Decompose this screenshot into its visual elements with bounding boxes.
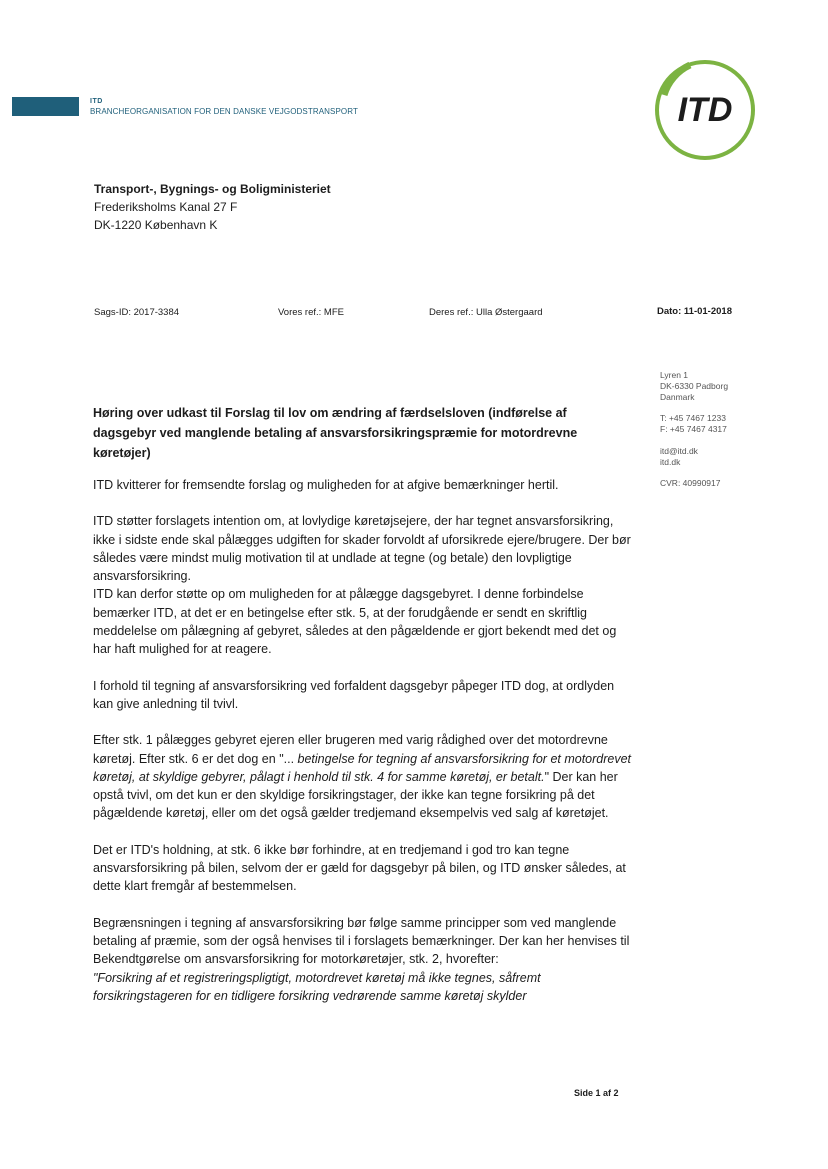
org-short-name: ITD [90, 98, 103, 105]
our-reference: Vores ref.: MFE [278, 307, 344, 318]
your-reference: Deres ref.: Ulla Østergaard [429, 307, 543, 318]
logo-text: ITD [677, 91, 733, 129]
sender-cvr: CVR: 40990917 [660, 478, 721, 488]
case-id: Sags-ID: 2017-3384 [94, 307, 180, 318]
recipient-city: DK-1220 København K [94, 218, 218, 232]
paragraph-5 [93, 731, 633, 822]
paragraph-5-end: " Der kan her opstå tvivl, om det kun er den skyldige forsikringstager, der ikke kan tegne forsikring på det pågældende køretøj, eller om det også gælder tredjemand eksempelvis ved salg af køretøjet. [93, 769, 618, 821]
paragraph-5-quote: betingelse for tegning af ansvarsforsikring for et motordrevet køretøj, at skyldige gebyrer, pålagt i henhold til stk. 4 for samme køretøj, er betalt. [93, 751, 632, 784]
sender-website: itd.dk [660, 457, 681, 467]
itd-logo [650, 55, 760, 165]
paragraph-2: ITD støtter forslagets intention om, at lovlydige køretøjsejere, der har tegnet ansvarsforsikring, ikke i sidste ende skal pålægges udgiften for skader forvoldt af uforsikrede ejere/brugere. Der bør således være mindst mulig motivation til at undlade at tegne (og betale) den lovpligtige ansvarsforsikring. [93, 514, 631, 584]
recipient-address [94, 180, 331, 234]
page-number: Side 1 af 2 [574, 1088, 619, 1098]
sender-phone: T: +45 7467 1233 [660, 413, 726, 423]
letter-subject: Høring over udkast til Forslag til lov om ændring af færdselsloven (indførelse af dagsgebyr ved manglende betaling af ansvarsforsikringspræmie for motordrevne køretøjer) [93, 406, 578, 460]
sender-city: DK-6330 Padborg [660, 381, 729, 391]
org-full-name: BRANCHEORGANISATION FOR DEN DANSKE VEJGODSTRANSPORT [90, 107, 358, 116]
paragraph-7: Begrænsningen i tegning af ansvarsforsikring bør følge samme principper som ved manglende betaling af præmie, som der også henvises til i forslagets bemærkninger. Der kan her henvises til Bekendtgørelse om ansvarsforsikring for motorkøretøjer, stk. 2, hvorefter: [93, 915, 630, 967]
recipient-street: Frederiksholms Kanal 27 F [94, 200, 238, 214]
sender-fax: F: +45 7467 4317 [660, 424, 727, 434]
letterhead-color-bar [12, 97, 79, 116]
sender-country: Danmark [660, 392, 695, 402]
paragraph-5-start: Efter stk. 1 pålægges gebyret ejeren eller brugeren med varig rådighed over det motordrevne køretøj. Efter stk. 6 er det dog en "... [93, 733, 608, 766]
sender-email: itd@itd.dk [660, 446, 698, 456]
recipient-name: Transport-, Bygnings- og Boligministeriet [94, 182, 331, 196]
paragraph-6: Det er ITD's holdning, at stk. 6 ikke bør forhindre, at en tredjemand i god tro kan tegne ansvarsforsikring på bilen, selvom der er gæld for dagsgebyr på bilen, og ITD ønsker således, at dette klart fremgår af bestemmelsen. [93, 842, 626, 894]
paragraph-8-quote: "Forsikring af et registreringspligtigt, motordrevet køretøj må ikke tegnes, såfremt forsikringstageren for en tidligere forsikring vedrørende samme køretøj skylder [93, 970, 541, 1003]
paragraph-1: ITD kvitterer for fremsendte forslag og muligheden for at afgive bemærkninger hertil. [93, 478, 559, 492]
sender-street: Lyren 1 [660, 370, 689, 380]
paragraph-3: ITD kan derfor støtte op om muligheden for at pålægge dagsgebyret. I denne forbindelse bemærker ITD, at det er en betingelse efter stk. 5, at der forudgående er sendt en skriftlig meddelelse om pålægning af gebyret, således at den pågældende er gjort bekendt med det og har haft mulighed for at reagere. [93, 587, 617, 657]
letter-body [93, 476, 633, 1005]
paragraph-4: I forhold til tegning af ansvarsforsikring ved forfaldent dagsgebyr påpeger ITD dog, at ordlyden kan give anledning til tvivl. [93, 678, 615, 711]
letter-date: Dato: 11-01-2018 [657, 306, 732, 317]
